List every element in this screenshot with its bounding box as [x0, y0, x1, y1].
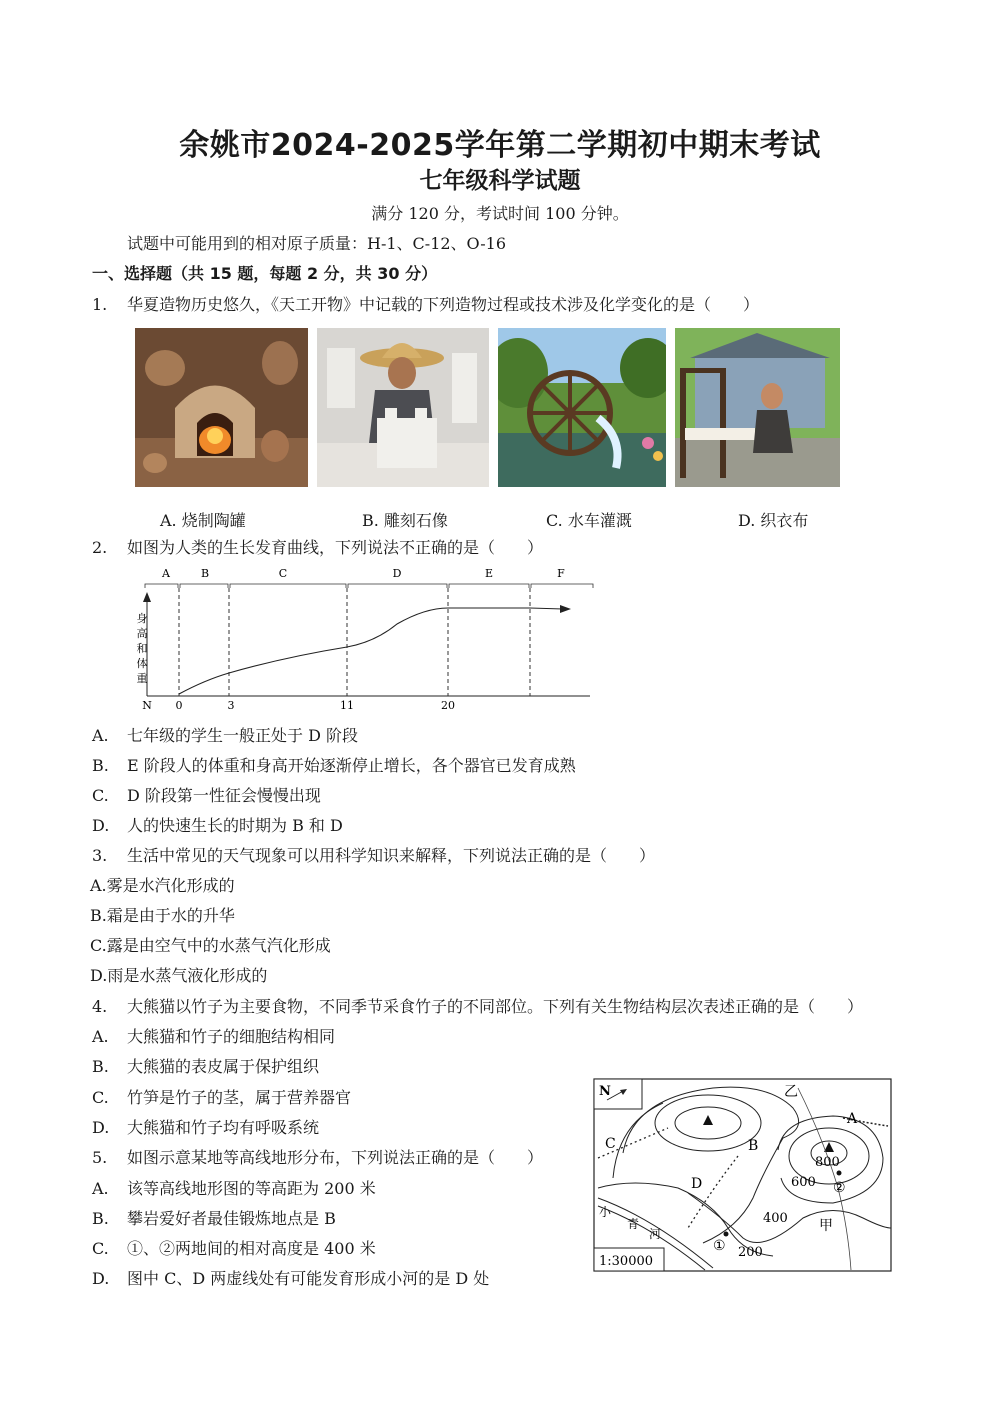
score-info: 满分 120 分，考试时间 100 分钟。: [371, 204, 629, 223]
q5-a-text: 该等高线地形图的等高距为 200 米: [127, 1179, 376, 1198]
q4-b-text: 大熊猫的表皮属于保护组织: [127, 1057, 320, 1076]
label-c: C: [605, 1136, 616, 1152]
contour-200: 200: [738, 1245, 763, 1260]
stage-label-d: D: [392, 567, 402, 580]
q3-number: 3.: [92, 846, 108, 865]
q2-c-text: D 阶段第一性征会慢慢出现: [127, 786, 321, 805]
tick-0: 0: [175, 699, 183, 712]
q2-number: 2.: [92, 538, 108, 557]
q2-c-letter: C.: [92, 786, 109, 805]
stage-label-f: F: [557, 567, 565, 580]
stage-label-a: A: [162, 567, 170, 580]
north-label: N: [599, 1084, 611, 1099]
point-2: ②: [833, 1180, 846, 1196]
q1-option-d: D. 织衣布: [738, 511, 809, 530]
q2-d-text: 人的快速生长的时期为 B 和 D: [127, 816, 343, 835]
kiln-pottery-image: [135, 328, 308, 487]
q5-number: 5.: [92, 1148, 108, 1167]
q2-b-letter: B.: [92, 756, 109, 775]
waterwheel-image: [498, 328, 666, 487]
q5-stem: 如图示意某地等高线地形分布，下列说法正确的是（ ）: [127, 1148, 544, 1167]
river-char-3: 河: [649, 1227, 662, 1241]
contour-400: 400: [763, 1211, 788, 1226]
river-char-2: 青: [627, 1217, 640, 1231]
q1-stem: 华夏造物历史悠久，《天工开物》中记载的下列造物过程或技术涉及化学变化的是（ ）: [127, 295, 760, 314]
exam-title: 余姚市2024-2025学年第二学期初中期末考试: [179, 128, 821, 163]
stage-label-b: B: [200, 567, 210, 580]
q2-b-text: E 阶段人的体重和身高开始逐渐停止增长，各个器官已发育成熟: [127, 756, 576, 775]
stage-label-e: E: [484, 567, 494, 580]
q3-option-b: B.霜是由于水的升华: [90, 906, 235, 925]
q2-d-letter: D.: [92, 816, 110, 835]
weaving-loom-image: [675, 328, 840, 487]
label-d: D: [691, 1176, 703, 1192]
stone-carving-image: [317, 328, 489, 487]
label-jia: 甲: [819, 1218, 833, 1234]
q1-option-c: C. 水车灌溉: [546, 511, 632, 530]
stage-label-c: C: [278, 567, 288, 580]
label-a: A: [847, 1111, 858, 1127]
q2-stem: 如图为人类的生长发育曲线，下列说法不正确的是（ ）: [127, 538, 544, 557]
tick-3: 3: [227, 699, 235, 712]
contour-800: 800: [815, 1155, 840, 1170]
q4-b-letter: B.: [92, 1057, 109, 1076]
q4-d-text: 大熊猫和竹子均有呼吸系统: [127, 1118, 320, 1137]
q4-c-letter: C.: [92, 1088, 109, 1107]
q1-number: 1.: [92, 295, 108, 314]
point-1: ①: [713, 1238, 726, 1254]
q5-d-letter: D.: [92, 1269, 110, 1288]
q4-a-letter: A.: [92, 1027, 109, 1046]
q3-option-d: D.雨是水蒸气液化形成的: [90, 966, 268, 985]
q1-option-b: B. 雕刻石像: [362, 511, 448, 530]
q3-stem: 生活中常见的天气现象可以用科学知识来解释，下列说法正确的是（ ）: [127, 846, 656, 865]
ylabel-char-3: 和: [136, 642, 148, 655]
q4-number: 4.: [92, 997, 108, 1016]
q4-a-text: 大熊猫和竹子的细胞结构相同: [127, 1027, 336, 1046]
q4-c-text: 竹笋是竹子的茎，属于营养器官: [127, 1088, 352, 1107]
q5-c-text: ①、②两地间的相对高度是 400 米: [127, 1239, 376, 1258]
map-scale: 1:30000: [599, 1254, 654, 1269]
q1-option-a: A. 烧制陶罐: [160, 511, 246, 530]
label-yi: 乙: [784, 1084, 798, 1100]
ylabel-char-4: 体: [136, 657, 148, 670]
ylabel-char-5: 重: [136, 672, 148, 685]
q5-a-letter: A.: [92, 1179, 109, 1198]
q5-c-letter: C.: [92, 1239, 109, 1258]
ylabel-char-1: 身: [136, 612, 148, 625]
atomic-mass-note: 试题中可能用到的相对原子质量：H-1、C-12、O-16: [127, 234, 507, 253]
tick-20: 20: [441, 699, 455, 712]
q5-d-text: 图中 C、D 两虚线处有可能发育形成小河的是 D 处: [127, 1269, 490, 1288]
growth-curve-chart: [135, 562, 600, 712]
exam-subtitle: 七年级科学试题: [419, 168, 581, 194]
river-char-1: 小: [599, 1205, 612, 1219]
contour-600: 600: [791, 1175, 816, 1190]
q2-a-letter: A.: [92, 726, 109, 745]
q3-option-c: C.露是由空气中的水蒸气汽化形成: [90, 936, 331, 955]
section-heading: 一、选择题（共 15 题，每题 2 分，共 30 分）: [92, 264, 438, 283]
q4-d-letter: D.: [92, 1118, 110, 1137]
q5-b-text: 攀岩爱好者最佳锻炼地点是 B: [127, 1209, 336, 1228]
contour-map: [593, 1078, 893, 1273]
label-b: B: [748, 1138, 759, 1154]
tick-11: 11: [340, 699, 354, 712]
q3-option-a: A.雾是水汽化形成的: [90, 876, 235, 895]
q2-a-text: 七年级的学生一般正处于 D 阶段: [127, 726, 359, 745]
q4-stem: 大熊猫以竹子为主要食物，不同季节采食竹子的不同部位。下列有关生物结构层次表述正确的是（ ）: [127, 997, 864, 1016]
ylabel-char-2: 高: [136, 627, 148, 640]
q5-b-letter: B.: [92, 1209, 109, 1228]
tick-n: N: [142, 699, 152, 712]
